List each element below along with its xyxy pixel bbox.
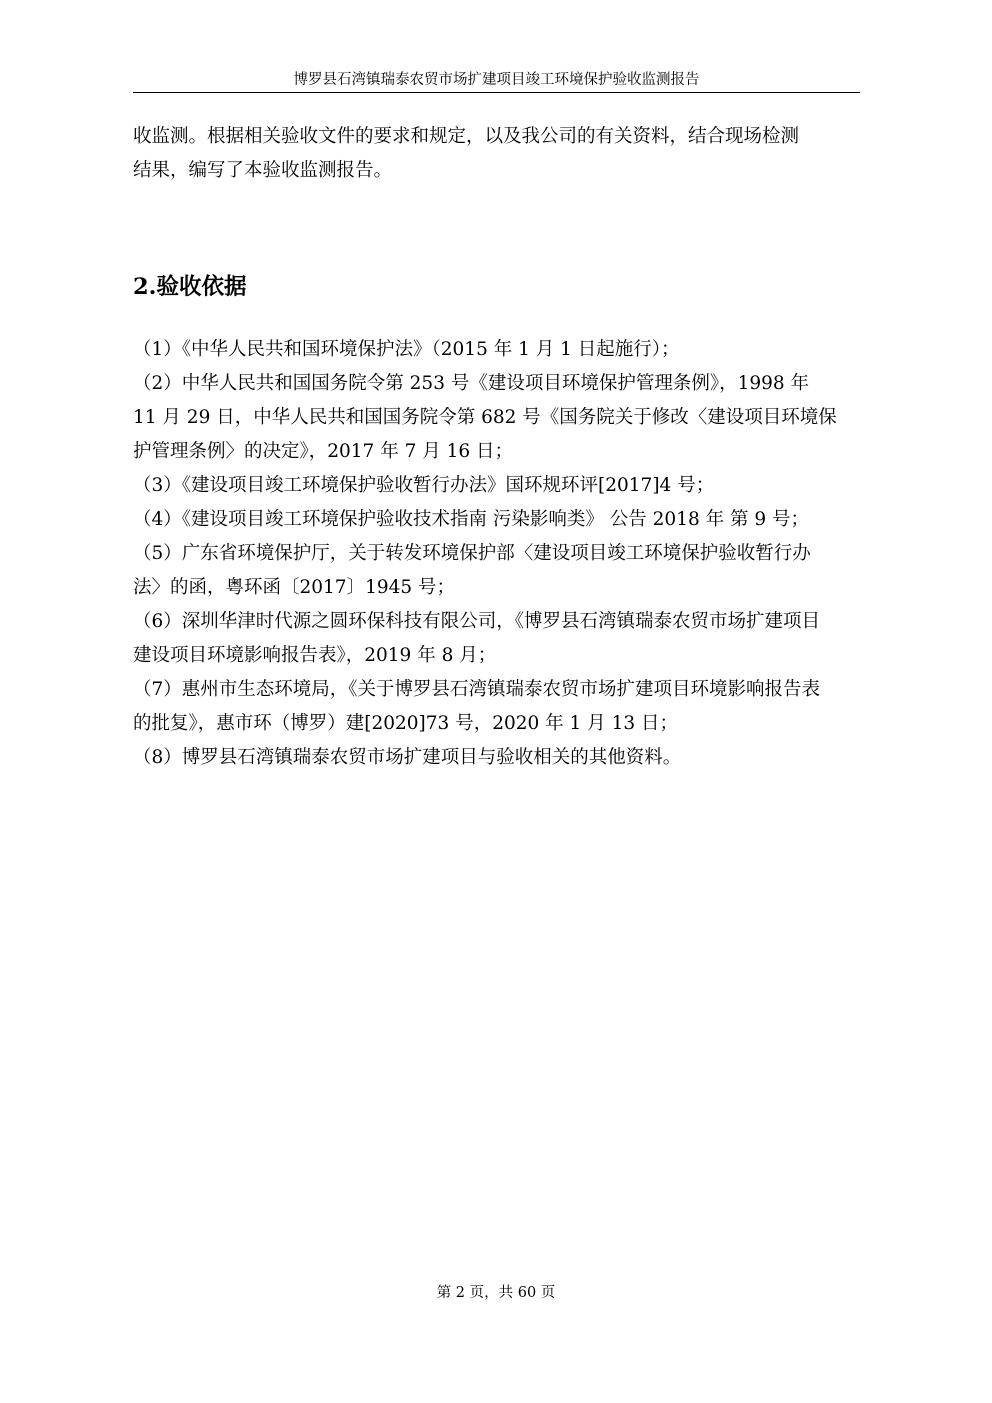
reference-line: （2）中华人民共和国国务院令第 253 号《建设项目环境保护管理条例》，1998 年 bbox=[133, 373, 810, 394]
reference-line: （7）惠州市生态环境局，《关于博罗县石湾镇瑞泰农贸市场扩建项目环境影响报告表 bbox=[133, 679, 821, 700]
reference-item bbox=[133, 673, 860, 741]
reference-item bbox=[133, 469, 860, 503]
reference-line: 的批复》，惠市环（博罗）建[2020]73 号，2020 年 1 月 13 日； bbox=[133, 713, 678, 734]
reference-line: （3）《建设项目竣工环境保护验收暂行办法》国环规环评[2017]4 号； bbox=[133, 475, 715, 496]
intro-line: 结果，编写了本验收监测报告。 bbox=[133, 160, 393, 181]
reference-list bbox=[133, 333, 860, 775]
document-title: 博罗县石湾镇瑞泰农贸市场扩建项目竣工环境保护验收监测报告 bbox=[293, 72, 700, 88]
page-number: 第 2 页，共 60 页 bbox=[436, 1285, 556, 1301]
reference-line: （8）博罗县石湾镇瑞泰农贸市场扩建项目与验收相关的其他资料。 bbox=[133, 747, 682, 768]
page-header bbox=[133, 70, 860, 93]
reference-item bbox=[133, 333, 860, 367]
reference-line: （6）深圳华津时代源之圆环保科技有限公司，《博罗县石湾镇瑞泰农贸市场扩建项目 bbox=[133, 611, 821, 632]
section-title: 2.验收依据 bbox=[133, 274, 247, 300]
reference-item bbox=[133, 605, 860, 673]
page-footer bbox=[0, 1283, 992, 1303]
reference-item bbox=[133, 741, 860, 775]
reference-line: 11 月 29 日，中华人民共和国国务院令第 682 号《国务院关于修改〈建设项目环境保 bbox=[133, 407, 837, 428]
reference-line: 护管理条例〉的决定》，2017 年 7 月 16 日； bbox=[133, 441, 514, 462]
reference-line: （4）《建设项目竣工环境保护验收技术指南 污染影响类》 公告 2018 年 第 9 号； bbox=[133, 509, 810, 530]
intro-paragraph bbox=[133, 120, 860, 188]
intro-line: 收监测。根据相关验收文件的要求和规定，以及我公司的有关资料，结合现场检测 bbox=[133, 126, 800, 147]
reference-item bbox=[133, 537, 860, 605]
reference-line: （1）《中华人民共和国环境保护法》（2015 年 1 月 1 日起施行）； bbox=[133, 339, 680, 360]
reference-line: 法〉的函，粤环函〔2017〕1945 号； bbox=[133, 577, 456, 598]
reference-line: （5）广东省环境保护厅，关于转发环境保护部〈建设项目竣工环境保护验收暂行办 bbox=[133, 543, 811, 564]
reference-line: 建设项目环境影响报告表》，2019 年 8 月； bbox=[133, 645, 497, 666]
reference-item bbox=[133, 367, 860, 469]
reference-item bbox=[133, 503, 860, 537]
